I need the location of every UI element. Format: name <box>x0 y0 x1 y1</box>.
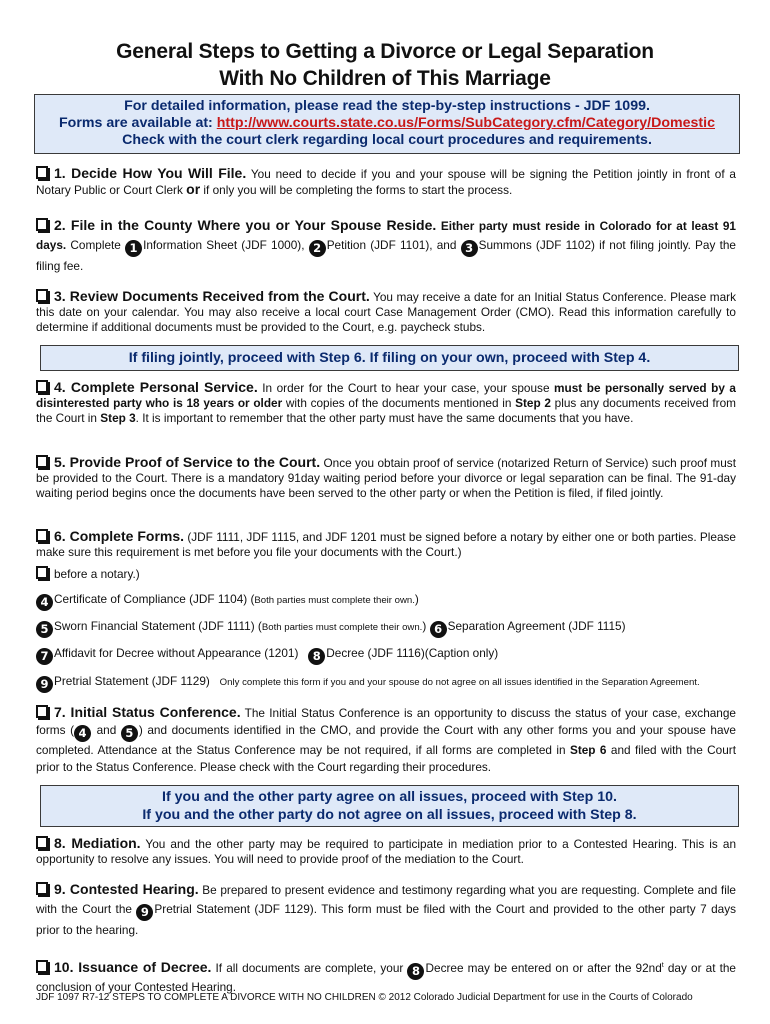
number-6-icon: 6 <box>430 621 447 638</box>
step-7-text-c: and filed with the Court prior to the Status Conference. Please check with the Court regarding their procedures. <box>36 743 737 774</box>
form-jdf-1104: Certificate of Compliance (JDF 1104) ( <box>54 592 255 606</box>
step-9-checkbox[interactable] <box>36 882 48 895</box>
info-line-3: Check with the court clerk regarding local court procedures and requirements. <box>122 132 652 148</box>
form-line-4: 4 Certificate of Compliance (JDF 1104) (Both parties must complete their own.) <box>36 592 419 611</box>
step-9 <box>36 880 736 940</box>
form-line-7-8 <box>36 646 498 665</box>
step-2-heading: 2. File in the County Where you or Your Spouse Reside. <box>54 217 437 233</box>
step-8-heading: 8. Mediation. <box>54 835 141 851</box>
info-line-2 <box>35 115 739 132</box>
step-2 <box>36 216 736 276</box>
number-5-icon: 5 <box>36 621 53 638</box>
notary-checkbox[interactable] <box>36 566 48 579</box>
filing-banner-text: If filing jointly, proceed with Step 6. If filing on your own, proceed with Step 4. <box>128 350 651 366</box>
step-4-text: In order for the Court to hear your case, your spouse <box>257 381 555 395</box>
step-10-checkbox[interactable] <box>36 960 48 973</box>
step-5-heading: 5. Provide Proof of Service to the Court. <box>54 454 321 470</box>
step-1-text: You need to decide if you and your spouse will be signing the Petition jointly in front of a Notary Public or Court Clerk <box>36 167 736 197</box>
notary-text: before a notary.) <box>54 567 140 581</box>
page-subtitle: With No Children of This Marriage <box>219 67 551 90</box>
step-6-heading: 6. Complete Forms. <box>54 528 185 544</box>
forms-label: Forms are available at: <box>59 115 217 131</box>
step-9-text: Be prepared to present evidence and testimony regarding what you are requesting. Complete and file with the Court the <box>36 883 736 916</box>
step-4-ref-step3: Step 3 <box>100 411 136 425</box>
step-9-text-b: Pretrial Statement (JDF 1129). This form must be filed with the Court and provided to the other party 7 days prior to the hearing. <box>36 902 736 937</box>
form-jdf-1104-note: Both parties must complete their own. <box>254 595 415 606</box>
number-7-icon: 7 <box>36 648 53 665</box>
step-4-ref-step2: Step 2 <box>515 396 551 410</box>
step-10-heading: 10. Issuance of Decree. <box>54 958 212 975</box>
form-line-9 <box>36 674 700 693</box>
step-1-text-b: if only you will be completing the forms to start the process. <box>200 183 513 197</box>
step-5-checkbox[interactable] <box>36 455 48 468</box>
form-line-5-6: 5 Sworn Financial Statement (JDF 1111) (Both parties must complete their own.) 6 Separation Agreement (JDF 1115) <box>36 619 626 638</box>
step-3-heading: 3. Review Documents Received from the Court. <box>54 288 370 304</box>
step-1-heading: 1. Decide How You Will File. <box>54 165 247 181</box>
step-4-heading: 4. Complete Personal Service. <box>54 379 258 395</box>
notary-line <box>36 566 140 582</box>
step-9-heading: 9. Contested Hearing. <box>54 881 199 897</box>
form-jdf-1116: Decree (JDF 1116)(Caption only) <box>326 646 499 660</box>
number-1-icon: 1 <box>125 240 142 257</box>
step-4-served: must be personally served by a disinterested party who is 18 years or older <box>36 381 736 410</box>
step-7-and: and <box>92 723 121 737</box>
step-8 <box>36 836 736 867</box>
step-7-text: The Initial Status Conference is an opportunity to discuss the status of your case, exchange forms ( <box>36 706 736 737</box>
info-box <box>34 94 740 154</box>
step-10-text-b: Decree may be entered on or after the 92nd <box>425 960 662 975</box>
step-3-text: You may receive a date for an Initial Status Conference. Please mark this date on your calendar. You may also receive a local court Case Management Order (CMO). Read this information carefully to determine if additional documents must be provided to the Court, e.g. paycheck stubs. <box>36 290 736 334</box>
page-title: General Steps to Getting a Divorce or Legal Separation <box>116 40 654 63</box>
form-jdf-1101: Petition (JDF 1101), and <box>326 238 461 252</box>
step-7-text-b: ) and documents identified in the CMO, and provide the Court with any other forms you and your spouse have completed. Attendance at the Status Conference may be not required, if all forms are completed in <box>36 723 736 757</box>
number-4-icon: 4 <box>36 594 53 611</box>
step-5 <box>36 455 736 501</box>
number-9-icon: 9 <box>136 904 153 921</box>
step-2-residency: Either party must reside in Colorado for at least 91 days. <box>36 219 736 252</box>
step-1-checkbox[interactable] <box>36 166 48 179</box>
form-jdf-1102: Summons (JDF 1102) if not filing jointly. Pay the filing fee. <box>36 238 736 273</box>
number-5-icon: 5 <box>121 725 138 742</box>
agreement-line-2: If you and the other party do not agree on all issues, proceed with Step 8. <box>142 807 637 823</box>
step-2-text: Complete <box>66 238 126 252</box>
info-line-1: For detailed information, please read the step-by-step instructions - JDF 1099. <box>124 98 650 114</box>
step-4-text-b: with copies of the documents mentioned in <box>282 396 516 410</box>
step-4 <box>36 380 736 426</box>
step-6-checkbox[interactable] <box>36 529 48 542</box>
agreement-banner <box>40 785 739 827</box>
number-2-icon: 2 <box>309 240 326 257</box>
step-6-text: (JDF 1111, JDF 1115, and JDF 1201 must be signed before a notary by either one or both parties. Please make sure this requirement is met before you file your documents with the Court.) <box>36 530 736 559</box>
step-2-checkbox[interactable] <box>36 218 48 231</box>
agreement-line-1: If you and the other party agree on all issues, proceed with Step 10. <box>162 789 617 805</box>
number-4-icon: 4 <box>74 725 91 742</box>
forms-link[interactable]: http://www.courts.state.co.us/Forms/SubCategory.cfm/Category/Domestic <box>216 115 715 131</box>
step-10-text: If all documents are complete, your <box>211 960 408 975</box>
page-footer: JDF 1097 R7-12 STEPS TO COMPLETE A DIVORCE WITH NO CHILDREN © 2012 Colorado Judicial Department for use in the Courts of Colorado <box>36 992 693 1003</box>
step-7-checkbox[interactable] <box>36 705 48 718</box>
form-jdf-1111: Sworn Financial Statement (JDF 1111) ( <box>54 619 262 633</box>
step-5-text: Once you obtain proof of service (notarized Return of Service) such proof must be provided to the Court. There is a mandatory 91day waiting period before your divorce or legal separation can be final. The 91-day waiting period begins once the documents have been served to the other party or when the Petition is filed, if filed jointly. <box>36 456 736 500</box>
step-1 <box>36 166 736 198</box>
step-4-checkbox[interactable] <box>36 380 48 393</box>
step-7-heading: 7. Initial Status Conference. <box>54 704 241 720</box>
step-10-text-c: day or at the conclusion of your Contested Hearing. <box>36 960 736 994</box>
form-jdf-1111-note: Both parties must complete their own. <box>261 622 423 633</box>
form-jdf-1115: Separation Agreement (JDF 1115) <box>447 619 626 633</box>
form-jdf-1201: Affidavit for Decree without Appearance (1201) <box>54 646 299 660</box>
number-8-icon: 8 <box>308 648 325 665</box>
filing-banner <box>40 345 739 371</box>
step-6 <box>36 529 736 560</box>
step-3-checkbox[interactable] <box>36 289 48 302</box>
step-8-checkbox[interactable] <box>36 836 48 849</box>
step-10-superscript: t <box>661 962 664 969</box>
step-3 <box>36 289 736 335</box>
form-jdf-1129-note: Only complete this form if you and your spouse do not agree on all issues identified in the Separation Agreement. <box>219 677 700 688</box>
number-8-icon: 8 <box>407 963 424 980</box>
step-7 <box>36 704 736 776</box>
step-4-text-d: . It is important to remember that the other party must have the same documents that you have. <box>135 411 634 425</box>
number-9-icon: 9 <box>36 676 53 693</box>
form-jdf-1129: Pretrial Statement (JDF 1129) <box>54 674 210 688</box>
number-3-icon: 3 <box>461 240 478 257</box>
step-8-text: You and the other party may be required to participate in mediation prior to a Contested Hearing. This is an opportunity to resolve any issues. You will need to provide proof of the mediation to the Court. <box>36 837 736 866</box>
step-1-or: or <box>186 181 201 197</box>
step-4-text-c: plus any documents received from the Court in <box>36 396 736 425</box>
form-jdf-1000: Information Sheet (JDF 1000), <box>143 238 309 252</box>
step-7-ref-step6: Step 6 <box>569 743 607 757</box>
step-10 <box>36 958 736 995</box>
